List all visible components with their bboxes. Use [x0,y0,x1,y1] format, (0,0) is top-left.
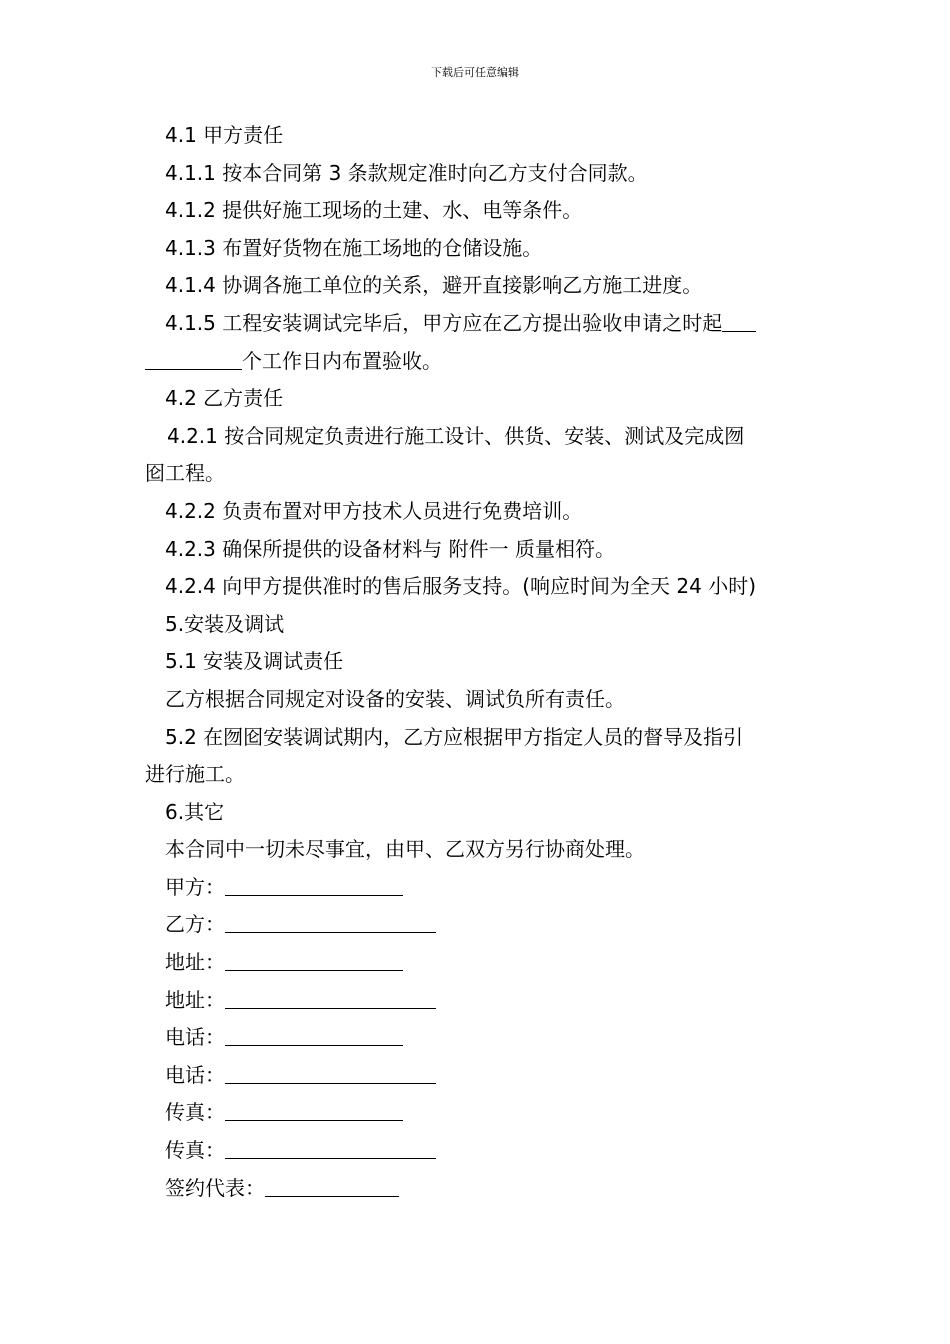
clause-4-2-2: 4.2.2 负责布置对甲方技术人员进行免费培训。 [165,498,583,523]
party-a-row [145,869,810,907]
address-a-label: 地址： [165,950,225,975]
representative-field[interactable] [265,1172,399,1197]
party-b-label: 乙方： [165,912,225,937]
address-b-row [145,982,810,1020]
representative-label: 签约代表： [165,1175,265,1200]
section-6-heading: 6.其它 [165,799,225,824]
clause-6-body: 本合同中一切未尽事宜，由甲、乙双方另行协商处理。 [165,837,645,862]
contract-body [145,117,810,1207]
phone-a-row [145,1019,810,1057]
clause-5-2-line2: 进行施工。 [145,762,245,787]
phone-a-field[interactable] [225,1021,403,1046]
clause-4-1-5-text: 4.1.5 工程安装调试完毕后，甲方应在乙方提出验收申请之时起 [165,310,723,335]
phone-a-label: 电话： [165,1025,225,1050]
phone-b-field[interactable] [225,1059,436,1084]
clause-4-2-1-line2: 囵工程。 [145,461,225,486]
party-b-field[interactable] [225,908,436,933]
representative-row [145,1170,810,1208]
party-a-field[interactable] [225,871,403,896]
address-b-label: 地址： [165,987,225,1012]
acceptance-days-blank [145,345,242,370]
address-b-field[interactable] [225,984,436,1009]
section-4-1-heading: 4.1 甲方责任 [165,123,284,147]
fax-a-label: 传真： [165,1100,225,1125]
clause-5-1-body: 乙方根据合同规定对设备的安装、调试负所有责任。 [165,686,625,711]
clause-4-1-5-line1 [145,305,810,343]
fax-b-label: 传真： [165,1138,225,1163]
phone-b-row [145,1057,810,1095]
address-a-field[interactable] [225,946,403,971]
clause-4-1-4: 4.1.4 协调各施工单位的关系，避开直接影响乙方施工进度。 [165,273,703,298]
clause-4-1-1: 4.1.1 按本合同第 3 条款规定准时向乙方支付合同款。 [165,160,648,185]
acceptance-days-blank-start [722,307,756,332]
fax-b-field[interactable] [225,1134,436,1159]
phone-b-label: 电话： [165,1062,225,1087]
clause-5-2-line1: 5.2 在囫囵安装调试期内，乙方应根据甲方指定人员的督导及指引 [165,724,744,749]
section-5-1-heading: 5.1 安装及调试责任 [165,649,344,674]
clause-4-1-5-line2 [145,343,810,381]
clause-4-2-1-line1: 4.2.1 按合同规定负责进行施工设计、供货、安装、测试及完成囫 [167,423,745,448]
party-a-label: 甲方： [165,874,225,899]
fax-b-row [145,1132,810,1170]
clause-4-1-2: 4.1.2 提供好施工现场的土建、水、电等条件。 [165,198,583,223]
party-b-row [145,906,810,944]
section-5-heading: 5.安装及调试 [165,611,285,636]
fax-a-field[interactable] [225,1096,403,1121]
clause-4-1-3: 4.1.3 布置好货物在施工场地的仓储设施。 [165,235,543,260]
page-header: 下载后可任意编辑 [431,66,519,79]
address-a-row [145,944,810,982]
fax-a-row [145,1094,810,1132]
clause-4-2-3: 4.2.3 确保所提供的设备材料与 附件一 质量相符。 [165,536,615,561]
section-4-2-heading: 4.2 乙方责任 [165,386,284,411]
clause-4-2-4: 4.2.4 向甲方提供准时的售后服务支持。(响应时间为全天 24 小时) [165,574,757,599]
clause-4-1-5-text-cont: 个工作日内布置验收。 [242,348,442,373]
